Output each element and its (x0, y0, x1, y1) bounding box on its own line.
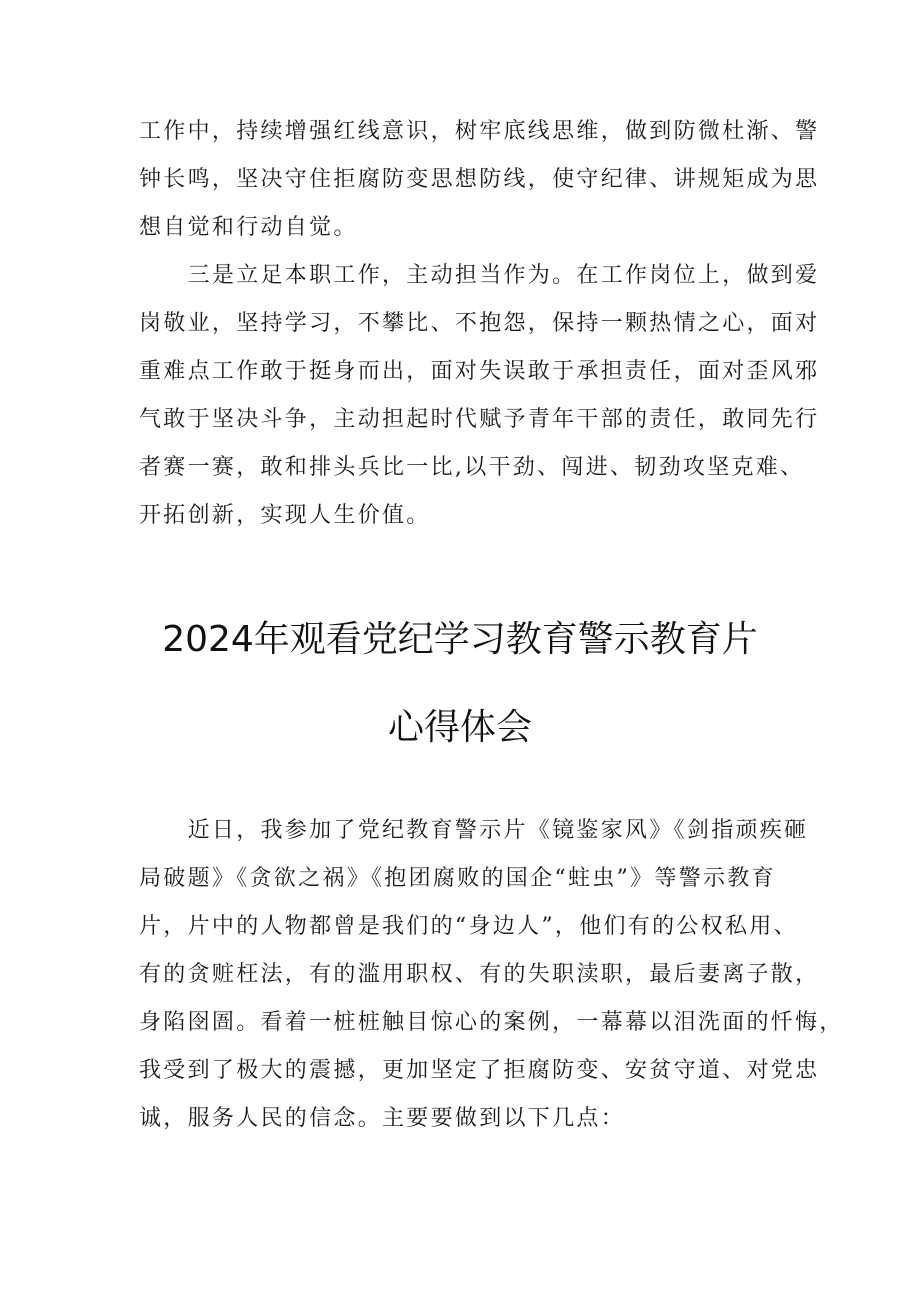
paragraph-three-line-5: 者赛一赛，敢和排头兵比一比,以干劲、闯进、韧劲攻坚克难、 (139, 455, 805, 480)
paragraph-recent-line-1: 近日，我参加了党纪教育警示片《镜鉴家风》《剑指顽疾砸 (139, 818, 809, 843)
paragraph-top-line-1: 工作中，持续增强红线意识，树牢底线思维，做到防微杜渐、警 (139, 119, 820, 144)
paragraph-three-line-6: 开拓创新，实现人生价值。 (139, 503, 431, 528)
paragraph-recent-line-3: 片，片中的人物都曾是我们的“身边人”，他们有的公权私用、 (139, 914, 798, 939)
paragraph-three-line-3: 重难点工作敢于挺身而出，面对失误敢于承担责任，面对歪风邪 (139, 359, 820, 384)
paragraph-recent-line-6: 我受到了极大的震撼，更加坚定了拒腐防变、安贫守道、对党忠 (139, 1058, 820, 1083)
paragraph-top-line-3: 想自觉和行动自觉。 (139, 215, 358, 240)
paragraph-recent-line-7: 诚，服务人民的信念。主要要做到以下几点： (139, 1106, 626, 1131)
paragraph-recent-line-5: 身陷囹圄。看着一桩桩触目惊心的案例，一幕幕以泪洗面的忏悔， (139, 1010, 844, 1035)
paragraph-recent-line-2: 局破题》《贪欲之祸》《抱团腐败的国企“蛀虫”》等警示教育 (139, 866, 776, 891)
paragraph-three-line-4: 气敢于坚决斗争，主动担起时代赋予青年干部的责任，敢同先行 (139, 407, 820, 432)
paragraph-three-line-2: 岗敬业，坚持学习，不攀比、不抱怨，保持一颗热情之心，面对 (139, 311, 820, 336)
paragraph-recent-line-4: 有的贪赃枉法，有的滥用职权、有的失职渎职，最后妻离子散， (139, 962, 820, 987)
paragraph-top-line-2: 钟长鸣，坚决守住拒腐防变思想防线，使守纪律、讲规矩成为思 (139, 167, 820, 192)
document-title-line-1: 2024年观看党纪学习教育警示教育片 (162, 619, 758, 660)
paragraph-three-line-1: 三是立足本职工作，主动担当作为。在工作岗位上，做到爱 (139, 263, 820, 288)
document-title-line-2: 心得体会 (387, 707, 532, 748)
